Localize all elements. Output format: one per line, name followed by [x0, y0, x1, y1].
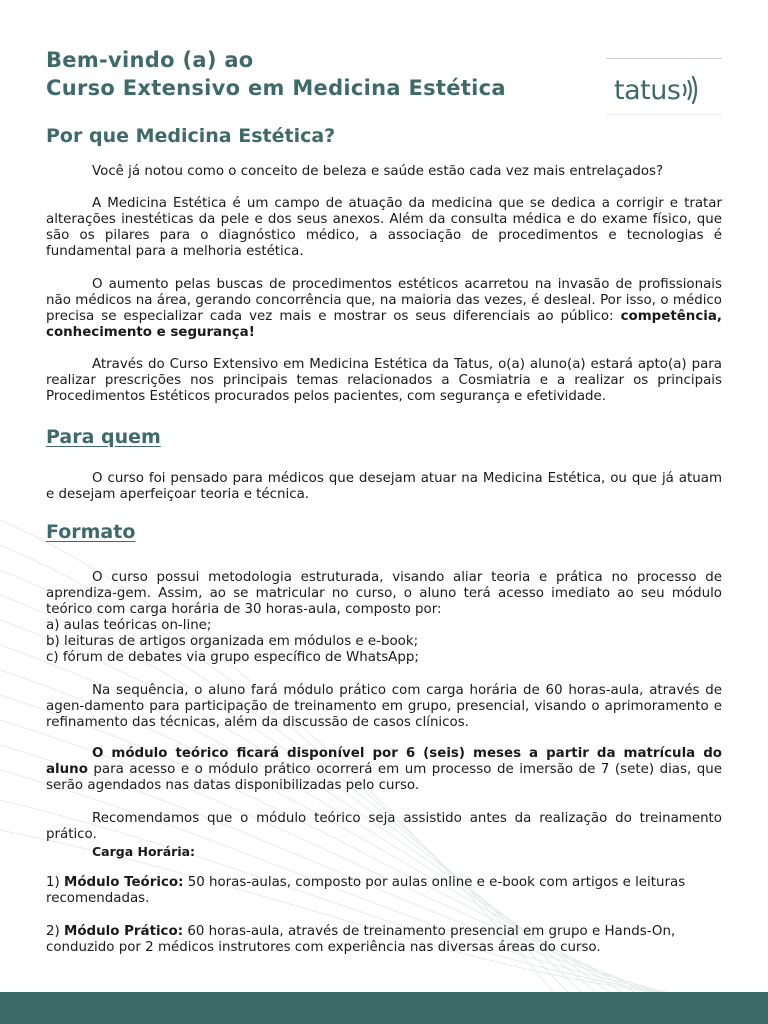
format-p1-text: O curso possui metodologia estruturada, visando aliar teoria e prática no processo de aprendiza-gem. Assim, ao se matricular no curso, o aluno terá acesso imediato ao seu módulo teórico com carga horária de 30 horas-aula, composto por: — [46, 570, 722, 617]
module-1 — [46, 875, 722, 907]
heading-why: Por que Medicina Estética? — [46, 125, 336, 147]
why-paragraph-2 — [46, 196, 722, 260]
module-2-number: 2) — [46, 924, 65, 939]
logo-divider-bottom — [606, 114, 722, 115]
format-p4-text: Recomendamos que o módulo teórico seja assistido antes da realização do treinamento prático. — [46, 811, 722, 842]
who-paragraph-1 — [46, 471, 722, 503]
list-item-b: b) leituras de artigos organizada em módulos e e-book; — [46, 634, 419, 649]
format-p2-text: Na sequência, o aluno fará módulo prático com carga horária de 60 horas-aula, através de agen-damento para participação de treinamento em grupo, presencial, visando o aprimoramento e refinamento das técnicas, além da discussão de casos clínicos. — [46, 683, 722, 730]
list-item-c: c) fórum de debates via grupo específico de WhatsApp; — [46, 650, 419, 665]
module-1-number: 1) — [46, 875, 65, 890]
why-paragraph-1 — [46, 164, 722, 180]
heading-format: Formato — [46, 521, 136, 543]
format-paragraph-4 — [46, 811, 722, 843]
who-p1-text: O curso foi pensado para médicos que desejam atuar na Medicina Estética, ou que já atuam e desejam aperfeiçoar teoria e técnica. — [46, 471, 722, 502]
page-title — [46, 46, 506, 102]
module-2-text: 60 horas-aula, através de treinamento presencial em grupo e Hands-On, conduzido por 2 médicos instrutores com experiência nas diversas áreas do curso. — [46, 924, 676, 955]
module-2-label: Módulo Prático: — [64, 924, 184, 939]
logo-text: tatus — [614, 74, 681, 106]
format-paragraph-2 — [46, 683, 722, 731]
format-paragraph-3 — [46, 746, 722, 794]
why-p2-text: A Medicina Estética é um campo de atuação da medicina que se dedica a corrigir e tratar alterações inestéticas da pele e dos seus anexos. Além da consulta médica e do exame físico, que são os pilares para o diagnóstico médico, a associação de procedimentos e tecnologias é fundamental para a melhoria estética. — [46, 196, 722, 259]
module-1-label: Módulo Teórico: — [64, 875, 184, 890]
why-p3-bold: competência, conhecimento e segurança! — [46, 309, 722, 340]
heading-who: Para quem — [46, 426, 161, 448]
why-paragraph-4 — [46, 357, 722, 405]
title-line-2: Curso Extensivo em Medicina Estética — [46, 76, 506, 100]
workload-label — [46, 844, 722, 860]
why-p3-text: O aumento pelas buscas de procedimentos estéticos acarretou na invasão de profissionais não médicos na área, gerando concorrência que, na maioria das vezes, é desleal. Por isso, o médico precisa se especializar cada vez mais e mostrar os seus diferenciais ao público: — [46, 277, 722, 324]
format-p3-bold: O módulo teórico ficará disponível por 6 (seis) meses a partir da matrícula do aluno — [46, 746, 722, 777]
format-p3-text: para acesso e o módulo prático ocorrerá em um processo de imersão de 7 (sete) dias, que serão agendados nas datas disponibilizadas pelo curso. — [46, 762, 722, 793]
format-list — [46, 618, 722, 666]
why-p4-text: Através do Curso Extensivo em Medicina Estética da Tatus, o(a) aluno(a) estará apto(a) para realizar prescrições nos principais temas relacionados a Cosmiatria e a realizar os principais Procedimentos Estéticos procurados pelos pacientes, com segurança e efetividade. — [46, 357, 722, 404]
module-1-text: 50 horas-aulas, composto por aulas online e e-book com artigos e leituras recomendadas. — [46, 875, 686, 906]
sound-waves-icon — [681, 75, 699, 105]
why-paragraph-3 — [46, 277, 722, 341]
module-2 — [46, 924, 722, 956]
why-p1-text: Você já notou como o conceito de beleza e saúde estão cada vez mais entrelaçados? — [92, 164, 664, 179]
format-paragraph-1 — [46, 570, 722, 618]
tatus-logo — [614, 70, 699, 110]
workload-label-text: Carga Horária: — [92, 844, 196, 859]
list-item-a: a) aulas teóricas on-line; — [46, 618, 212, 633]
title-line-1: Bem-vindo (a) ao — [46, 48, 254, 72]
logo-divider-top — [606, 58, 722, 59]
